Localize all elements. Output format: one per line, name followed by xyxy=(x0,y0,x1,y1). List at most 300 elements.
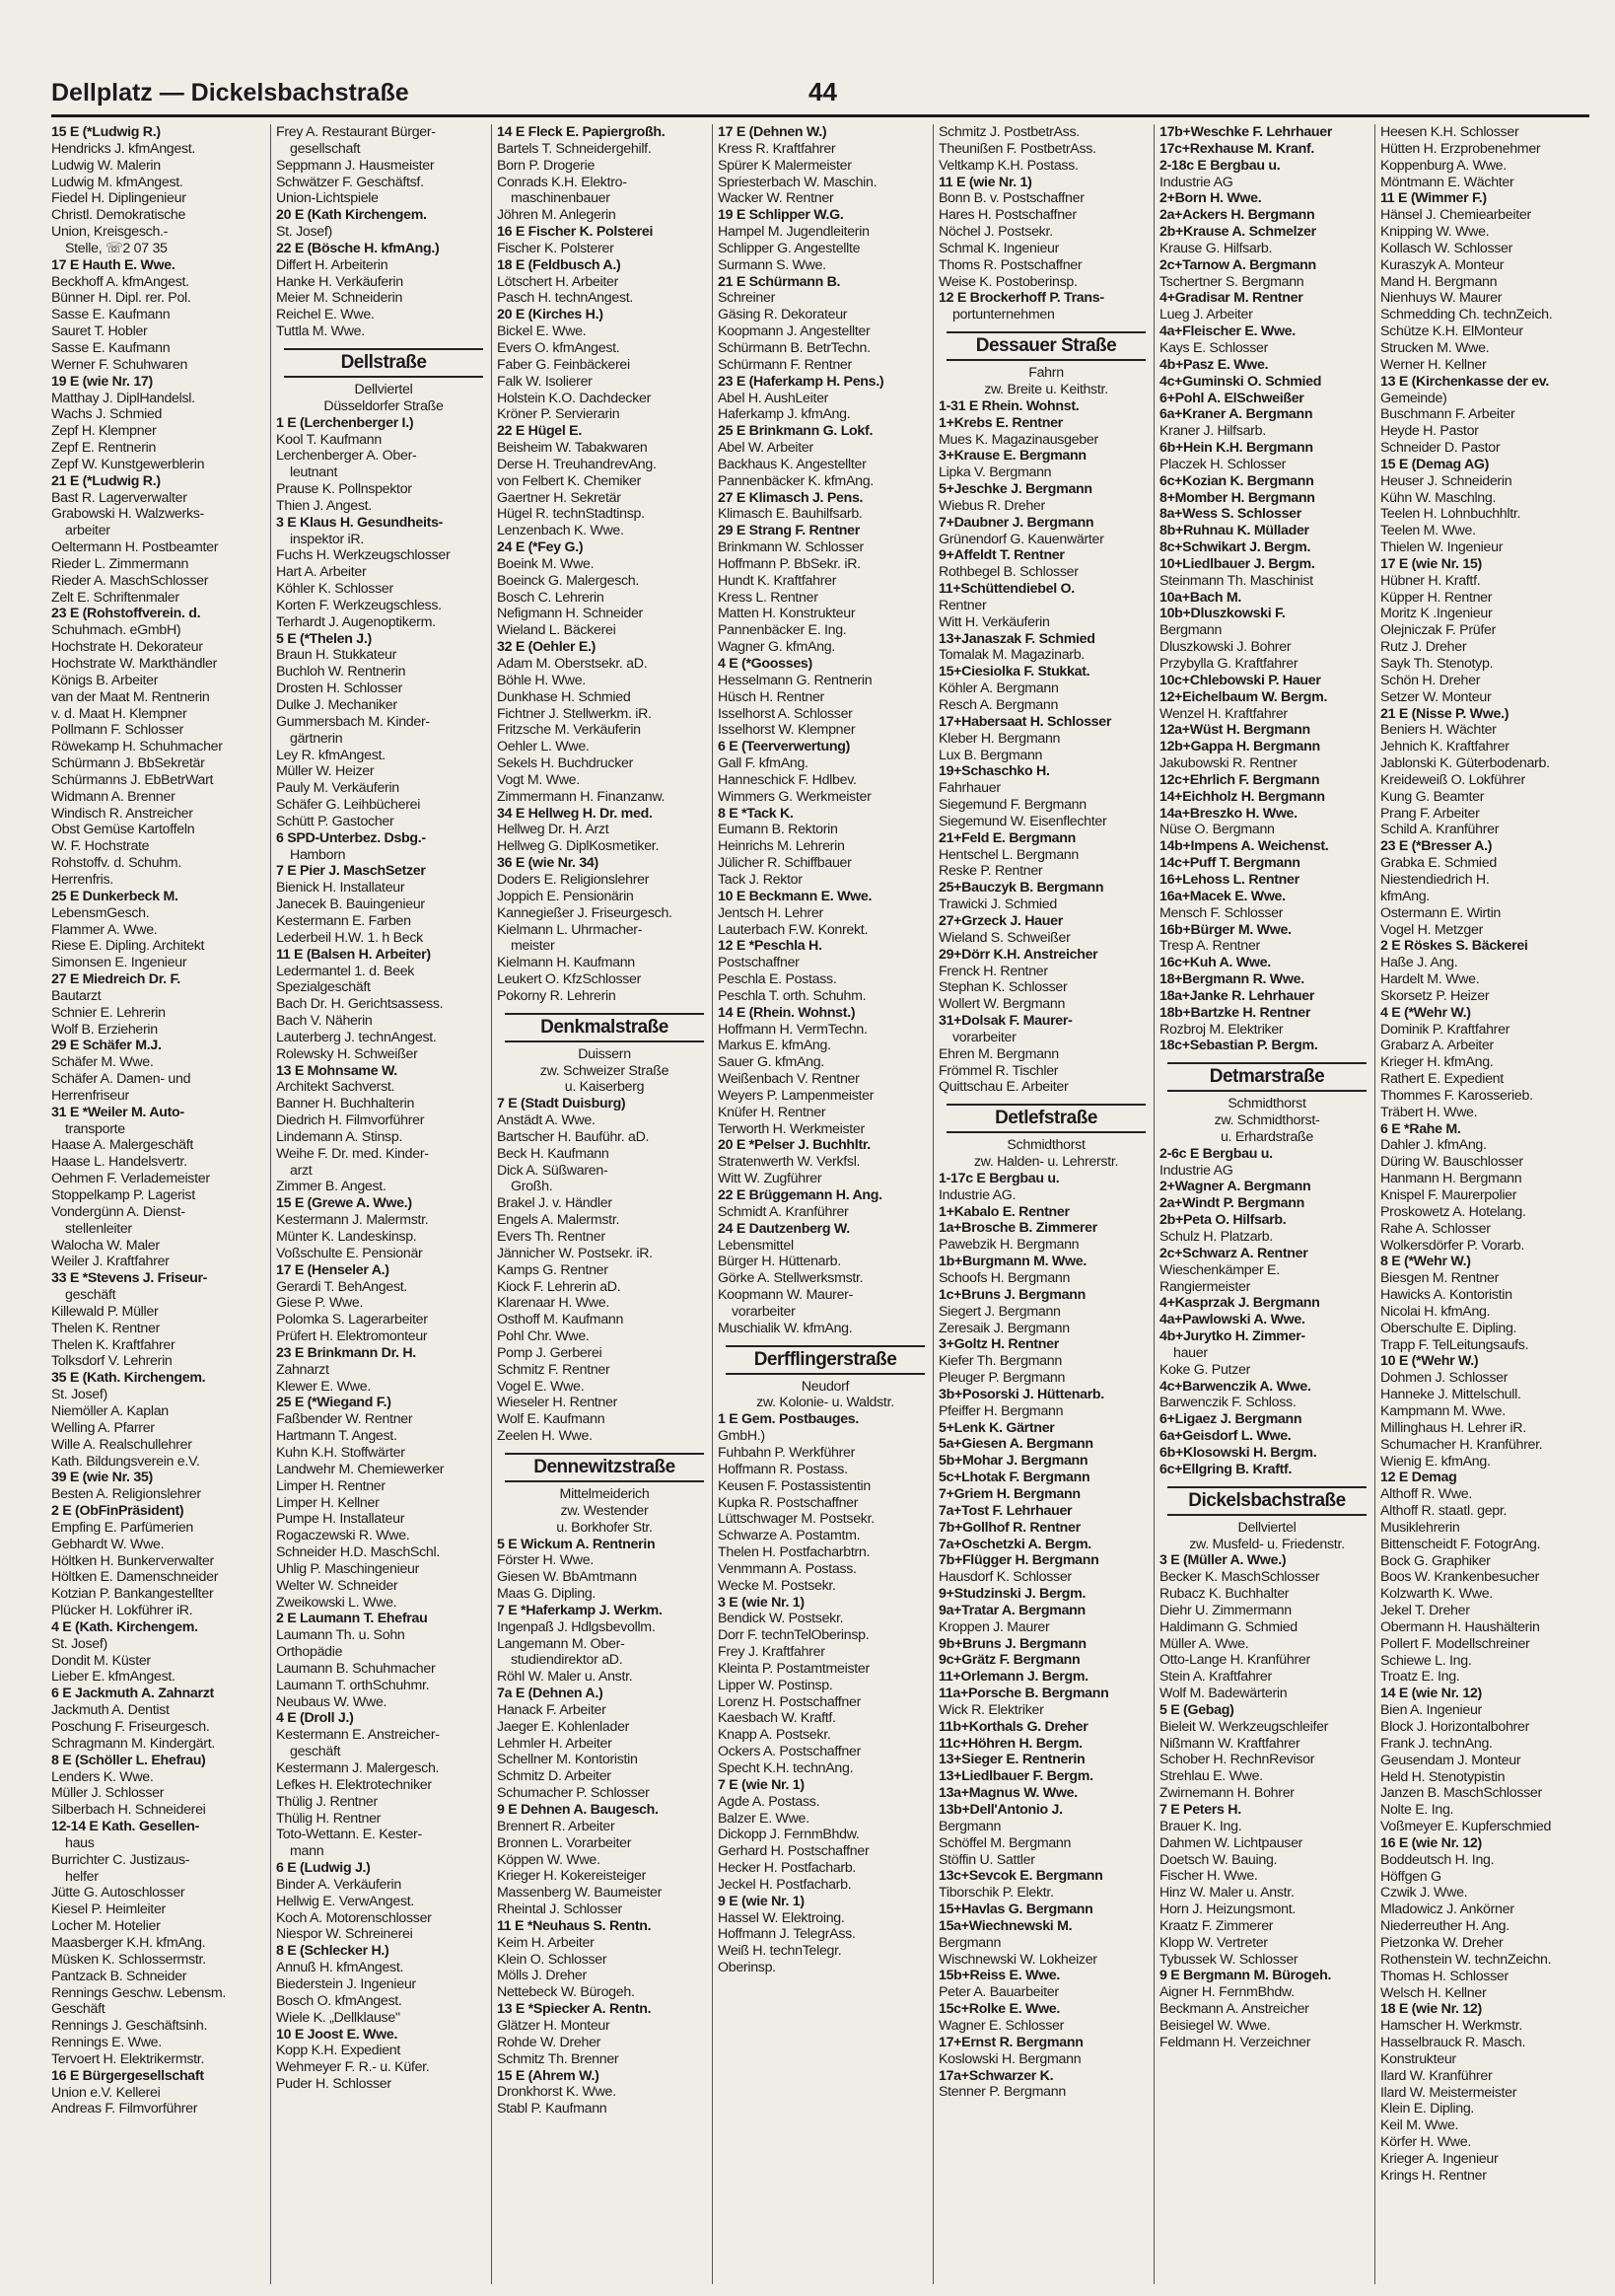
house-number-entry: 11c+Höhren H. Bergm. xyxy=(939,1735,1083,1752)
resident-entry: Kays E. Schlosser xyxy=(1159,339,1269,356)
resident-entry: Wiebus R. Dreher xyxy=(939,497,1045,514)
resident-entry: Hart A. Arbeiter xyxy=(276,564,367,581)
resident-entry: Keim H. Arbeiter xyxy=(497,1934,595,1951)
resident-entry: Hardelt M. Wwe. xyxy=(1380,971,1480,988)
resident-entry: Toto-Wettann. E. Kester- xyxy=(276,1827,422,1843)
house-number-entry: 10 E Beckmann E. Wwe. xyxy=(718,888,873,904)
house-number-entry: 4+Gradisar M. Rentner xyxy=(1159,290,1303,307)
house-number-entry: 6 E (Ludwig J.) xyxy=(276,1860,371,1877)
resident-entry: Schmedding Ch. technZeich. xyxy=(1380,307,1553,323)
resident-entry: Ludwig W. Malerin xyxy=(51,157,161,174)
resident-entry: Evers O. kfmAngest. xyxy=(497,339,620,356)
house-number-entry: 9+Studzinski J. Bergm. xyxy=(939,1586,1087,1603)
house-number-entry: 17c+Rexhause M. Kranf. xyxy=(1159,140,1315,157)
resident-entry: Hawicks A. Kontoristin xyxy=(1380,1287,1512,1304)
house-number-entry: 5+Jeschke J. Bergmann xyxy=(939,481,1092,498)
house-number-entry: 17+Ernst R. Bergmann xyxy=(939,2034,1084,2050)
resident-entry: Zimmermann H. Finanzanw. xyxy=(497,788,666,805)
house-number-entry: 8 E (Schlecker H.) xyxy=(276,1943,389,1960)
resident-entry: Haase A. Malergeschäft xyxy=(51,1137,194,1154)
house-number-entry: 11 E *Neuhaus S. Rentn. xyxy=(497,1917,652,1934)
resident-entry: Ludwig M. kfmAngest. xyxy=(51,174,183,190)
house-number-entry: 18a+Janke R. Lehrhauer xyxy=(1159,987,1315,1004)
resident-entry: Gebhardt W. Wwe. xyxy=(51,1536,165,1552)
resident-entry: Fuchs H. Werkzeugschlosser xyxy=(276,547,451,564)
resident-entry: Siegemund F. Bergmann xyxy=(939,797,1087,814)
resident-entry: Lenzenbach K. Wwe. xyxy=(497,523,624,539)
resident-entry: Isselhorst W. Klempner xyxy=(718,722,856,739)
resident-entry: Oehler L. Wwe. xyxy=(497,739,590,755)
resident-entry: Musiklehrerin xyxy=(1380,1519,1460,1536)
resident-entry: Wecke M. Postsekr. xyxy=(718,1577,836,1594)
resident-entry: Görke A. Stellwerksmstr. xyxy=(718,1270,864,1287)
resident-entry: Industrie AG xyxy=(1159,1162,1233,1179)
house-number-entry: 20 E *Pelser J. Buchhltr. xyxy=(718,1137,871,1154)
resident-entry: Lipka V. Bergmann xyxy=(939,465,1052,481)
column-2 xyxy=(270,124,491,2284)
house-number-entry: 5a+Giesen A. Bergmann xyxy=(939,1436,1093,1453)
resident-entry: Düring W. Bauschlosser xyxy=(1380,1154,1523,1171)
resident-entry: Weyers P. Lampenmeister xyxy=(718,1087,875,1104)
house-number-entry: 20 E (Kirches H.) xyxy=(497,307,603,323)
house-number-entry: 16a+Macek E. Wwe. xyxy=(1159,888,1286,904)
resident-entry: Dondit M. Küster xyxy=(51,1652,151,1669)
resident-entry: leutnant xyxy=(290,465,338,481)
house-number-entry: 16+Lehoss L. Rentner xyxy=(1159,871,1299,888)
resident-entry: Lebensmittel xyxy=(718,1237,794,1254)
resident-entry: Brakel J. v. Händler xyxy=(497,1195,612,1212)
resident-entry: Hecker H. Postfacharb. xyxy=(718,1860,857,1877)
resident-entry: kfmAng. xyxy=(1380,888,1430,904)
resident-entry: Wimmers G. Werkmeister xyxy=(718,788,872,805)
resident-entry: Holstein K.O. Dachdecker xyxy=(497,390,652,406)
resident-entry: Siegemund W. Eisenflechter xyxy=(939,813,1107,829)
resident-entry: Lueg J. Arbeiter xyxy=(1159,307,1253,323)
resident-entry: Hundt K. Kraftfahrer xyxy=(718,572,837,589)
district-note: zw. Schmidthorst- xyxy=(1214,1112,1320,1129)
house-number-entry: 21 E (*Ludwig R.) xyxy=(51,472,161,489)
resident-entry: Krause G. Hilfsarb. xyxy=(1159,240,1273,256)
resident-entry: Dahler J. kfmAng. xyxy=(1380,1137,1487,1154)
resident-entry: Kröner P. Servierarin xyxy=(497,406,620,423)
resident-entry: v. d. Maat H. Klempner xyxy=(51,705,187,722)
resident-entry: Klopp W. Vertreter xyxy=(1159,1934,1268,1951)
house-number-entry: 10a+Bach M. xyxy=(1159,589,1242,606)
resident-entry: Kühn W. Maschlng. xyxy=(1380,489,1497,506)
district-note: Düsseldorfer Straße xyxy=(323,397,444,414)
resident-entry: Vondergünn A. Dienst- xyxy=(51,1203,185,1220)
resident-entry: Ledermantel 1. d. Beek xyxy=(276,963,415,979)
resident-entry: Weihe F. Dr. med. Kinder- xyxy=(276,1145,429,1162)
resident-entry: Falk W. Isolierer xyxy=(497,373,593,390)
resident-entry: Olejniczak F. Prüfer xyxy=(1380,622,1496,639)
resident-entry: Boddeutsch H. Ing. xyxy=(1380,1851,1495,1868)
resident-entry: Architekt Sachverst. xyxy=(276,1079,395,1096)
resident-entry: Hanmann H. Bergmann xyxy=(1380,1171,1522,1187)
resident-entry: Krieger H. Kokereisteiger xyxy=(497,1868,646,1885)
resident-entry: Hoffmann P. BbSekr. iR. xyxy=(718,555,861,572)
house-number-entry: 4a+Fleischer E. Wwe. xyxy=(1159,323,1296,340)
resident-entry: Nicolai H. kfmAng. xyxy=(1380,1303,1491,1320)
resident-entry: Hellweg G. DiplKosmetiker. xyxy=(497,838,660,855)
street-heading: Dellstraße xyxy=(284,348,483,378)
resident-entry: Annuß H. kfmAngest. xyxy=(276,1960,404,1976)
resident-entry: Flammer A. Wwe. xyxy=(51,921,158,938)
house-number-entry: 13+Liedlbauer F. Bergm. xyxy=(939,1768,1093,1785)
resident-entry: Schild A. Kranführer xyxy=(1380,822,1500,838)
resident-entry: Müller W. Heizer xyxy=(276,763,375,780)
resident-entry: Nöchel J. Postsekr. xyxy=(939,224,1053,241)
resident-entry: Thoms R. Postschaffner xyxy=(939,256,1083,273)
house-number-entry: 1a+Brosche B. Zimmerer xyxy=(939,1220,1097,1237)
resident-entry: Wieland S. Schweißer xyxy=(939,929,1071,946)
resident-entry: Steinmann Th. Maschinist xyxy=(1159,572,1313,589)
resident-entry: Schön H. Dreher xyxy=(1380,672,1481,688)
resident-entry: Widmann A. Brenner xyxy=(51,788,176,805)
house-number-entry: 13+Janaszak F. Schmied xyxy=(939,630,1095,647)
resident-entry: Kool T. Kaufmann xyxy=(276,431,382,448)
resident-entry: Dluszkowski J. Bohrer xyxy=(1159,639,1292,656)
resident-entry: Nolte E. Ing. xyxy=(1380,1802,1454,1819)
resident-entry: Locher M. Hotelier xyxy=(51,1918,161,1935)
resident-entry: Matten H. Konstrukteur xyxy=(718,606,856,622)
resident-entry: Sekels H. Buchdrucker xyxy=(497,755,633,772)
resident-entry: Becker K. MaschSchlosser xyxy=(1159,1569,1320,1586)
resident-entry: Schürmann B. BetrTechn. xyxy=(718,339,871,356)
resident-entry: Küpper H. Rentner xyxy=(1380,589,1493,606)
resident-entry: Schäfer G. Leihbücherei xyxy=(276,797,421,814)
house-number-entry: 12c+Ehrlich F. Bergmann xyxy=(1159,771,1320,788)
resident-entry: Boeink M. Wwe. xyxy=(497,555,595,572)
resident-entry: maschinenbauer xyxy=(511,190,610,207)
resident-entry: Kress R. Kraftfahrer xyxy=(718,140,836,157)
resident-entry: Stoppelkamp P. Lagerist xyxy=(51,1187,195,1203)
district-note: u. Kaiserberg xyxy=(564,1079,645,1096)
resident-entry: Tervoert H. Elektrikermstr. xyxy=(51,2050,205,2067)
resident-entry: Hanneke J. Mittelschull. xyxy=(1380,1387,1521,1403)
resident-entry: Zimmer B. Angest. xyxy=(276,1179,386,1195)
house-number-entry: 20 E (Kath Kirchengem. xyxy=(276,207,427,224)
district-note: zw. Breite u. Keithstr. xyxy=(984,381,1108,397)
house-number-entry: 19 E (wie Nr. 17) xyxy=(51,373,153,390)
resident-entry: Hares H. Postschaffner xyxy=(939,207,1077,224)
resident-entry: Sasse E. Kaufmann xyxy=(51,307,171,323)
resident-entry: St. Josef) xyxy=(51,1635,107,1652)
resident-entry: stellenleiter xyxy=(65,1220,132,1237)
house-number-entry: 10c+Chlebowski P. Hauer xyxy=(1159,672,1321,688)
resident-entry: Stratenwerth W. Verkfsl. xyxy=(718,1154,861,1171)
resident-entry: Weise K. Postoberinsp. xyxy=(939,273,1078,290)
resident-entry: Schlipper G. Angestellte xyxy=(718,240,861,256)
resident-entry: Frey J. Kraftfahrer xyxy=(718,1644,825,1661)
resident-entry: Theunißen F. PostbetrAss. xyxy=(939,140,1096,157)
resident-entry: Thelen K. Rentner xyxy=(51,1320,161,1336)
resident-entry: Frenck H. Rentner xyxy=(939,963,1048,979)
resident-entry: Althoff R. Wwe. xyxy=(1380,1486,1473,1503)
resident-entry: Pfeiffer H. Bergmann xyxy=(939,1402,1064,1419)
house-number-entry: 23 E (Haferkamp H. Pens.) xyxy=(718,373,884,390)
house-number-entry: 12 E Demag xyxy=(1380,1470,1457,1486)
street-heading: Dennewitzstraße xyxy=(505,1453,704,1482)
resident-entry: Osthoff M. Kaufmann xyxy=(497,1312,624,1328)
resident-entry: Held H. Stenotypistin xyxy=(1380,1768,1506,1785)
resident-entry: Matthay J. DiplHandelsl. xyxy=(51,390,195,406)
resident-entry: Kestermann J. Malermstr. xyxy=(276,1212,429,1229)
resident-entry: Kolzwarth K. Wwe. xyxy=(1380,1586,1493,1603)
resident-entry: Klein E. Dipling. xyxy=(1380,2101,1475,2117)
house-number-entry: 1 E Gem. Postbauges. xyxy=(718,1411,860,1428)
resident-entry: Prüfert H. Elektromonteur xyxy=(276,1328,428,1345)
resident-entry: Schnier E. Lehrerin xyxy=(51,1004,166,1021)
resident-entry: Koopmann J. Angestellter xyxy=(718,323,871,340)
house-number-entry: 11 E (Wimmer F.) xyxy=(1380,190,1487,207)
house-number-entry: 9b+Bruns J. Bergmann xyxy=(939,1635,1087,1652)
house-number-entry: 3b+Posorski J. Hüttenarb. xyxy=(939,1386,1104,1402)
resident-entry: Born P. Drogerie xyxy=(497,157,596,174)
resident-entry: Schmitz F. Rentner xyxy=(497,1361,610,1378)
house-number-entry: 9 E Dehnen A. Baugesch. xyxy=(497,1802,659,1818)
resident-entry: Jülicher R. Schiffbauer xyxy=(718,855,852,872)
resident-entry: Kielmann H. Kaufmann xyxy=(497,955,635,971)
house-number-entry: 24 E Dautzenberg W. xyxy=(718,1220,850,1237)
resident-entry: Rubacz K. Buchhalter xyxy=(1159,1586,1290,1603)
resident-entry: Spriesterbach W. Maschin. xyxy=(718,174,878,190)
resident-entry: Heesen K.H. Schlosser xyxy=(1380,124,1519,140)
house-number-entry: 2 E (ObFinPräsident) xyxy=(51,1503,184,1520)
resident-entry: Wischnewski W. Lokheizer xyxy=(939,1951,1097,1968)
resident-entry: Jackmuth A. Dentist xyxy=(51,1702,170,1719)
resident-entry: Hellwig E. VerwAngest. xyxy=(276,1893,415,1909)
resident-entry: Dorr F. technTelOberinsp. xyxy=(718,1627,870,1644)
resident-entry: Veltkamp K.H. Postass. xyxy=(939,157,1079,174)
house-number-entry: 16c+Kuh A. Wwe. xyxy=(1159,955,1271,971)
resident-entry: Walocha W. Maler xyxy=(51,1237,160,1254)
resident-entry: Terhardt J. Augenoptikerm. xyxy=(276,613,436,630)
resident-entry: Gäsing R. Dekorateur xyxy=(718,307,848,323)
resident-entry: Gerardi T. BehAngest. xyxy=(276,1278,408,1295)
resident-entry: Wolf B. Erzieherin xyxy=(51,1021,158,1038)
resident-entry: Geusendam J. Monteur xyxy=(1380,1752,1521,1768)
resident-entry: Wenzel H. Kraftfahrer xyxy=(1159,705,1288,722)
house-number-entry: 9c+Grätz F. Bergmann xyxy=(939,1652,1081,1669)
house-number-entry: 13c+Sevcok E. Bergmann xyxy=(939,1868,1103,1885)
house-number-entry: 2-18c E Bergbau u. xyxy=(1159,157,1281,174)
resident-entry: Troatz E. Ing. xyxy=(1380,1669,1460,1686)
resident-entry: Schürmann J. BbSekretär xyxy=(51,755,205,772)
house-number-entry: 14 E Fleck E. Papiergroßh. xyxy=(497,124,666,140)
house-number-entry: 6a+Geisdorf L. Wwe. xyxy=(1159,1428,1292,1445)
house-number-entry: 8a+Wess S. Schlosser xyxy=(1159,506,1301,523)
house-number-entry: 22 E Brüggemann H. Ang. xyxy=(718,1187,882,1203)
resident-entry: Hamborn xyxy=(290,846,346,863)
resident-entry: Niespor W. Schreinerei xyxy=(276,1926,413,1943)
house-number-entry: 16 E Bürgergesellschaft xyxy=(51,2067,204,2084)
resident-entry: Union-Lichtspiele xyxy=(276,190,379,207)
resident-entry: Kleber H. Bergmann xyxy=(939,730,1061,747)
resident-entry: Puder H. Schlosser xyxy=(276,2076,391,2093)
house-number-entry: 11+Schüttendiebel O. xyxy=(939,581,1075,598)
resident-entry: arzt xyxy=(290,1162,313,1179)
house-number-entry: 27 E Miedreich Dr. F. xyxy=(51,971,180,988)
resident-entry: Bautarzt xyxy=(51,987,102,1004)
house-number-entry: 8b+Ruhnau K. Müllader xyxy=(1159,523,1309,539)
resident-entry: Keusen F. Postassistentin xyxy=(718,1477,871,1494)
resident-entry: Bast R. Lagerverwalter xyxy=(51,489,187,506)
resident-entry: Jakubowski R. Rentner xyxy=(1159,755,1298,772)
resident-entry: Industrie AG xyxy=(1159,174,1233,190)
resident-entry: Schoofs H. Bergmann xyxy=(939,1270,1071,1286)
house-number-entry: 24 E (*Fey G.) xyxy=(497,539,584,556)
resident-entry: Röwekamp H. Schuhmacher xyxy=(51,739,223,755)
resident-entry: Klimasch E. Bauhilfsarb. xyxy=(718,506,863,523)
resident-entry: Nißmann W. Kraftfahrer xyxy=(1159,1735,1300,1752)
directory-columns xyxy=(51,124,1589,2274)
resident-entry: Kath. Bildungsverein e.V. xyxy=(51,1453,200,1470)
resident-entry: Koch A. Motorenschlosser xyxy=(276,1909,432,1926)
district-note: u. Borkhofer Str. xyxy=(556,1519,653,1536)
house-number-entry: 2-6c E Bergbau u. xyxy=(1159,1145,1273,1162)
resident-entry: Agde A. Postass. xyxy=(718,1793,820,1810)
resident-entry: Wienig E. kfmAng. xyxy=(1380,1453,1491,1470)
resident-entry: Althoff R. staatl. gepr. xyxy=(1380,1503,1508,1520)
house-number-entry: 8 E (*Wehr W.) xyxy=(1380,1254,1471,1270)
resident-entry: Zepf H. Klempner xyxy=(51,423,157,440)
resident-entry: Sasse E. Kaufmann xyxy=(51,339,171,356)
house-number-entry: 5 E Wickum A. Rentnerin xyxy=(497,1536,656,1552)
resident-entry: Lüttschwager M. Postsekr. xyxy=(718,1511,875,1528)
house-number-entry: 17 E (wie Nr. 15) xyxy=(1380,555,1482,572)
house-number-entry: 4b+Jurytko H. Zimmer- xyxy=(1159,1328,1305,1345)
resident-entry: mann xyxy=(290,1843,324,1860)
resident-entry: Hänsel J. Chemiearbeiter xyxy=(1380,207,1531,224)
resident-entry: Thommes F. Karosserieb. xyxy=(1380,1087,1533,1104)
column-3 xyxy=(491,124,712,2284)
resident-entry: Ilard W. Meistermeister xyxy=(1380,2084,1517,2101)
resident-entry: Giesen W. BbAmtmann xyxy=(497,1569,637,1586)
resident-entry: Schellner M. Kontoristin xyxy=(497,1752,638,1768)
resident-entry: Zepf E. Rentnerin xyxy=(51,440,157,457)
resident-entry: Sauret T. Hobler xyxy=(51,323,148,340)
resident-entry: Differt H. Arbeiterin xyxy=(276,256,388,273)
resident-entry: Rennings J. Geschäftsinh. xyxy=(51,2018,208,2035)
house-number-entry: 14+Eichholz H. Bergmann xyxy=(1159,788,1325,805)
resident-entry: Bünner H. Dipl. rer. Pol. xyxy=(51,290,191,307)
resident-entry: Köhler A. Bergmann xyxy=(939,681,1059,697)
resident-entry: Pumpe H. Installateur xyxy=(276,1511,405,1528)
house-number-entry: 6c+Ellgring B. Kraftf. xyxy=(1159,1461,1293,1477)
house-number-entry: 2+Born H. Wwe. xyxy=(1159,190,1262,207)
resident-entry: Rieder A. MaschSchlosser xyxy=(51,572,209,589)
house-number-entry: 1-31 E Rhein. Wohnst. xyxy=(939,397,1080,414)
resident-entry: Millinghaus H. Lehrer iR. xyxy=(1380,1419,1526,1436)
resident-entry: Ilard W. Kranführer xyxy=(1380,2067,1493,2084)
resident-entry: Leukert O. KfzSchlosser xyxy=(497,971,642,988)
house-number-entry: 2b+Peta O. Hilfsarb. xyxy=(1159,1212,1287,1229)
resident-entry: Schragmann M. Kindergärt. xyxy=(51,1735,215,1752)
resident-entry: Dick A. Süßwaren- xyxy=(497,1162,608,1179)
resident-entry: Ingenpaß J. Hdlgsbevollm. xyxy=(497,1618,656,1635)
resident-entry: Kung G. Beamter xyxy=(1380,788,1485,805)
resident-entry: Polomka S. Lagerarbeiter xyxy=(276,1312,428,1328)
resident-entry: Plücker H. Lokführer iR. xyxy=(51,1603,193,1619)
resident-entry: Engels A. Malermstr. xyxy=(497,1212,620,1229)
house-number-entry: 4c+Barwenczik A. Wwe. xyxy=(1159,1378,1311,1395)
house-number-entry: 7a E (Dehnen A.) xyxy=(497,1686,603,1702)
resident-entry: inspektor iR. xyxy=(290,531,364,547)
resident-entry: Hesselmann G. Rentnerin xyxy=(718,672,873,688)
resident-entry: Beniers H. Wächter xyxy=(1380,722,1497,739)
resident-entry: Conrads K.H. Elektro- xyxy=(497,174,627,190)
resident-entry: Höltken E. Damenschneider xyxy=(51,1569,219,1586)
resident-entry: Quittschau E. Arbeiter xyxy=(939,1079,1069,1096)
resident-entry: Terworth H. Werkmeister xyxy=(718,1120,865,1137)
resident-entry: Haldimann G. Schmied xyxy=(1159,1618,1298,1635)
resident-entry: Orthopädie xyxy=(276,1644,343,1661)
resident-entry: Grünendorf G. Kauenwärter xyxy=(939,531,1104,547)
resident-entry: Thelen H. Postfacharbtrn. xyxy=(718,1544,871,1561)
resident-entry: Weiler J. Kraftfahrer xyxy=(51,1254,170,1270)
house-number-entry: 21+Feld E. Bergmann xyxy=(939,829,1076,846)
resident-entry: Fichtner J. Stellwerkm. iR. xyxy=(497,705,652,722)
resident-entry: Bartscher H. Bauführ. aD. xyxy=(497,1128,650,1145)
house-number-entry: 7 E *Haferkamp J. Werkm. xyxy=(497,1602,663,1618)
house-number-entry: 5 E (Gebag) xyxy=(1159,1701,1234,1718)
resident-entry: Schreiner xyxy=(718,290,776,307)
resident-entry: Schmidt A. Kranführer xyxy=(718,1203,849,1220)
house-number-entry: 8c+Schwikart J. Bergm. xyxy=(1159,539,1311,556)
house-number-entry: 1b+Burgmann M. Wwe. xyxy=(939,1254,1087,1270)
house-number-entry: 13a+Magnus W. Wwe. xyxy=(939,1785,1078,1802)
house-number-entry: 5+Lenk K. Gärtner xyxy=(939,1419,1055,1436)
resident-entry: Diehr U. Zimmermann xyxy=(1159,1602,1292,1618)
resident-entry: Lenders K. Wwe. xyxy=(51,1768,154,1785)
house-number-entry: 7 E (wie Nr. 1) xyxy=(718,1776,805,1793)
resident-entry: Pohl Chr. Wwe. xyxy=(497,1328,590,1345)
resident-entry: Dominik P. Kraftfahrer xyxy=(1380,1021,1510,1038)
resident-entry: Möntmann E. Wächter xyxy=(1380,174,1514,190)
house-number-entry: 7 E Peters H. xyxy=(1159,1802,1241,1818)
resident-entry: Brauer K. Ing. xyxy=(1159,1818,1242,1834)
house-number-entry: 1 E (Lerchenberger I.) xyxy=(276,414,414,431)
resident-entry: Krings H. Rentner xyxy=(1380,2167,1487,2184)
resident-entry: Ostermann E. Wirtin xyxy=(1380,904,1502,921)
house-number-entry: 25+Bauczyk B. Bergmann xyxy=(939,880,1104,897)
house-number-entry: 7 E (Stadt Duisburg) xyxy=(497,1096,626,1112)
resident-entry: Pleuger P. Bergmann xyxy=(939,1370,1066,1387)
resident-entry: Tybussek W. Schlosser xyxy=(1159,1951,1299,1968)
resident-entry: Venmmann A. Postass. xyxy=(718,1560,857,1577)
resident-entry: Beisheim W. Tabakwaren xyxy=(497,440,648,457)
resident-entry: Frömmel R. Tischler xyxy=(939,1062,1059,1079)
house-number-entry: 2+Wagner A. Bergmann xyxy=(1159,1179,1311,1195)
house-number-entry: 8+Momber H. Bergmann xyxy=(1159,489,1315,506)
resident-entry: Bendick W. Postsekr. xyxy=(718,1611,844,1627)
resident-entry: Evers Th. Rentner xyxy=(497,1229,605,1245)
resident-entry: Tomalak M. Magazinarb. xyxy=(939,647,1085,664)
resident-entry: Kuhn K.H. Stoffwärter xyxy=(276,1444,405,1461)
street-heading: Dickelsbachstraße xyxy=(1167,1486,1367,1516)
resident-entry: Teelen H. Lohnbuchhltr. xyxy=(1380,506,1521,523)
house-number-entry: 2b+Krause A. Schmelzer xyxy=(1159,224,1316,241)
resident-entry: vorarbeiter xyxy=(952,1029,1017,1045)
district-note: Neudorf xyxy=(801,1378,850,1395)
resident-entry: Voßschulte E. Pensionär xyxy=(276,1245,423,1261)
resident-entry: Riese E. Dipling. Architekt xyxy=(51,938,205,955)
resident-entry: Hochstrate H. Dekorateur xyxy=(51,639,203,656)
resident-entry: Isselhorst A. Schlosser xyxy=(718,705,853,722)
resident-entry: Schwätzer F. Geschäftsf. xyxy=(276,174,424,190)
resident-entry: Laumann B. Schuhmacher xyxy=(276,1660,436,1677)
